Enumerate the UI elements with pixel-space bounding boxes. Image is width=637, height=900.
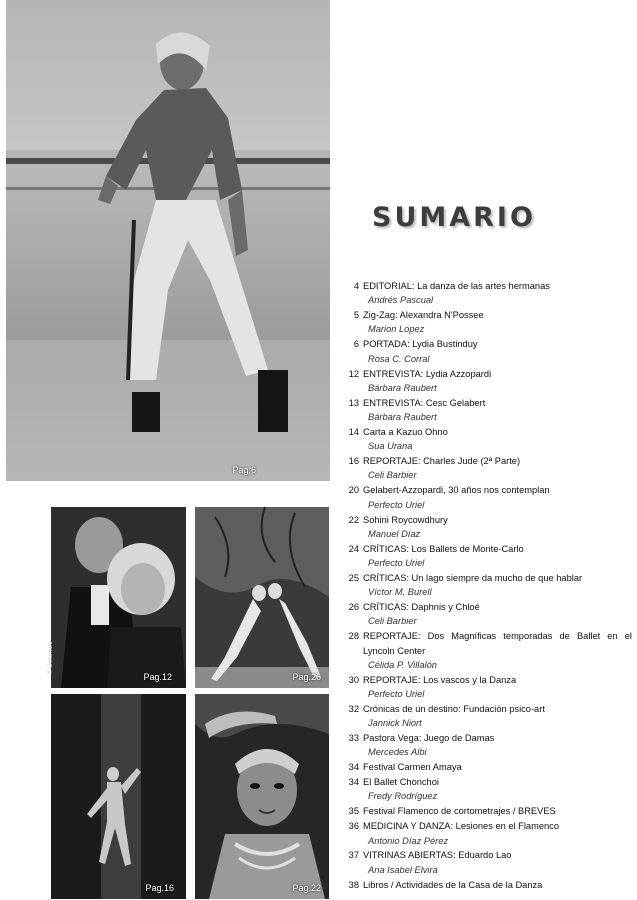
toc-author: Bárbara Raubert <box>368 412 437 423</box>
toc-page-number: 5 <box>353 310 359 321</box>
toc-entry <box>340 308 632 337</box>
toc-author: Perfecto Uriel <box>368 557 425 568</box>
toc-article-title: Festival Carmen Amaya <box>363 762 462 773</box>
toc-article-title: Festival Flamenco de cortometrajes / BREVES <box>363 806 556 817</box>
toc-line <box>340 878 632 892</box>
toc-author: Celi Barbier <box>368 470 417 481</box>
duet-illustration <box>195 507 329 688</box>
toc-entry <box>340 571 632 600</box>
toc-article-title: ENTREVISTA: Lydia Azzopardi <box>363 368 492 379</box>
toc-page-number: 6 <box>353 339 359 350</box>
toc-article-title: El Ballet Chonchoi <box>363 777 439 788</box>
toc-article-title: REPORTAJE: Charles Jude (2ª Parte) <box>363 456 521 467</box>
dancer-illustration <box>6 0 330 481</box>
toc-page-number: 34 <box>348 777 359 788</box>
page-ref-label: Pag.22 <box>292 883 321 893</box>
toc-article-title: Zig-Zag: Alexandra N'Possee <box>363 310 484 321</box>
duet-photo-pag26 <box>195 507 329 688</box>
toc-author: Fredy Rodríguez <box>368 791 438 802</box>
toc-line <box>340 308 632 322</box>
toc-author: Célida P. Villalón <box>368 659 437 670</box>
toc-line <box>340 760 632 774</box>
main-photo <box>6 0 330 481</box>
toc-author: Celi Barbier <box>368 616 417 627</box>
toc-line <box>340 279 632 293</box>
solo-photo-pag16 <box>51 694 186 899</box>
toc-author: Rosa C. Corral <box>368 353 430 364</box>
toc-entry <box>340 804 632 818</box>
toc-entry <box>340 454 632 483</box>
toc-line <box>340 454 632 468</box>
toc-article-title: CRÍTICAS: Los Ballets de Monte-Carlo <box>363 543 524 554</box>
toc-author: Sua Urana <box>368 441 413 452</box>
toc-author: Ana Isabel Elvira <box>368 864 438 875</box>
toc-article-title: MEDICINA Y DANZA: Lesiones en el Flamenco <box>363 821 560 832</box>
toc-page-number: 30 <box>348 674 359 685</box>
toc-article-title: Libros / Actividades de la Casa de la Danza <box>363 879 543 890</box>
toc-page-number: 22 <box>348 514 359 525</box>
page-ref-label: Pag.26 <box>292 672 321 682</box>
toc-entry <box>340 513 632 542</box>
toc-page-number: 36 <box>348 821 359 832</box>
toc-entry <box>340 702 632 731</box>
toc-author: Bárbara Raubert <box>368 382 437 393</box>
toc-author: Manuel Díaz <box>368 528 421 539</box>
toc-line <box>340 396 632 410</box>
toc-entry <box>340 396 632 425</box>
toc-article-title: Pastora Vega: Juego de Damas <box>363 733 495 744</box>
page-title: SUMARIO <box>372 202 536 233</box>
toc-line <box>340 775 632 789</box>
toc-line <box>340 513 632 527</box>
toc-line <box>340 600 632 614</box>
toc-line <box>340 425 632 439</box>
toc-page-number: 25 <box>348 572 359 583</box>
toc-article-title: EDITORIAL: La danza de las artes hermanas <box>363 281 550 291</box>
toc-page-number: 35 <box>348 806 359 817</box>
indian-dancer-illustration <box>195 694 329 899</box>
toc-entry <box>340 760 632 774</box>
toc-article-title: ENTREVISTA: Cesc Gelabert <box>363 397 486 408</box>
page-ref-label: Pag.6 <box>232 465 256 475</box>
toc-entry <box>340 848 632 877</box>
toc-page-number: 26 <box>348 602 359 613</box>
toc-entry <box>340 878 632 892</box>
toc-entry <box>340 819 632 848</box>
toc-entry <box>340 542 632 571</box>
portrait-photo-pag12 <box>48 507 186 688</box>
toc-page-number: 33 <box>348 733 359 744</box>
toc-line <box>340 337 632 351</box>
toc-page-number: 13 <box>348 397 359 408</box>
toc-author: Víctor M. Burell <box>368 587 432 598</box>
toc-line <box>340 483 632 497</box>
toc-line <box>340 629 632 658</box>
toc-page-number: 4 <box>353 281 359 291</box>
toc-line <box>340 542 632 556</box>
toc-author: Perfecto Uriel <box>368 689 425 700</box>
couple-illustration <box>51 507 186 688</box>
page-ref-label: Pag.16 <box>145 883 174 893</box>
photo-credit: © Outumuro <box>48 641 54 674</box>
toc-page-number: 24 <box>348 543 359 554</box>
toc-entry <box>340 367 632 396</box>
toc-page-number: 37 <box>348 850 359 861</box>
toc-author: Andrés Pascual <box>368 295 434 306</box>
toc-author: Jannick Niort <box>368 718 422 729</box>
toc-author: Marion Lopez <box>368 324 425 335</box>
toc-entry <box>340 425 632 454</box>
toc-page-number: 32 <box>348 703 359 714</box>
toc-entry <box>340 600 632 629</box>
toc-page-number: 28 <box>348 631 359 642</box>
toc-author: Mercedes Albi <box>368 747 427 758</box>
toc-page-number: 12 <box>348 368 359 379</box>
toc-article-title: CRÍTICAS: Un lago siempre da mucho de que hablar <box>363 572 583 583</box>
toc-entry <box>340 673 632 702</box>
toc-entry <box>340 731 632 760</box>
toc-line <box>340 367 632 381</box>
toc-page-number: 20 <box>348 485 359 496</box>
toc-entry <box>340 279 632 308</box>
table-of-contents <box>340 279 632 893</box>
indian-dancer-photo-pag22 <box>195 694 329 899</box>
toc-author: Perfecto Uriel <box>368 499 425 510</box>
toc-page-number: 14 <box>348 426 359 437</box>
toc-entry <box>340 337 632 366</box>
toc-article-title: CRÍTICAS: Daphnis y Chloé <box>363 602 480 613</box>
toc-article-title: Gelabert-Azzopardi, 30 años nos contemplan <box>363 485 550 496</box>
toc-article-title: Crónicas de un destino: Fundación psico-art <box>363 703 545 714</box>
toc-article-title: Carta a Kazuo Ohno <box>363 426 448 437</box>
toc-line <box>340 819 632 833</box>
toc-page-number: 16 <box>348 456 359 467</box>
toc-page-number: 34 <box>348 762 359 773</box>
toc-page-number: 38 <box>348 879 359 890</box>
toc-entry <box>340 483 632 512</box>
toc-article-title: Sohini Roycowdhury <box>363 514 448 525</box>
toc-line <box>340 702 632 716</box>
toc-entry <box>340 629 632 672</box>
toc-article-title: VITRINAS ABIERTAS: Eduardo Lao <box>363 850 512 861</box>
toc-line <box>340 731 632 745</box>
toc-article-title: REPORTAJE: Los vascos y la Danza <box>363 674 517 685</box>
toc-line <box>340 848 632 862</box>
toc-entry <box>340 775 632 804</box>
solo-dancer-illustration <box>51 694 186 899</box>
toc-article-title: PORTADA: Lydia Bustinduy <box>363 339 478 350</box>
toc-line <box>340 673 632 687</box>
page-ref-label: Pag.12 <box>143 672 172 682</box>
toc-line <box>340 804 632 818</box>
toc-line <box>340 571 632 585</box>
toc-article-title: REPORTAJE: Dos Magníficas temporadas de Ballet en el Lyncoln Center <box>363 631 632 656</box>
toc-author: Antonio Díaz Pérez <box>368 835 449 846</box>
